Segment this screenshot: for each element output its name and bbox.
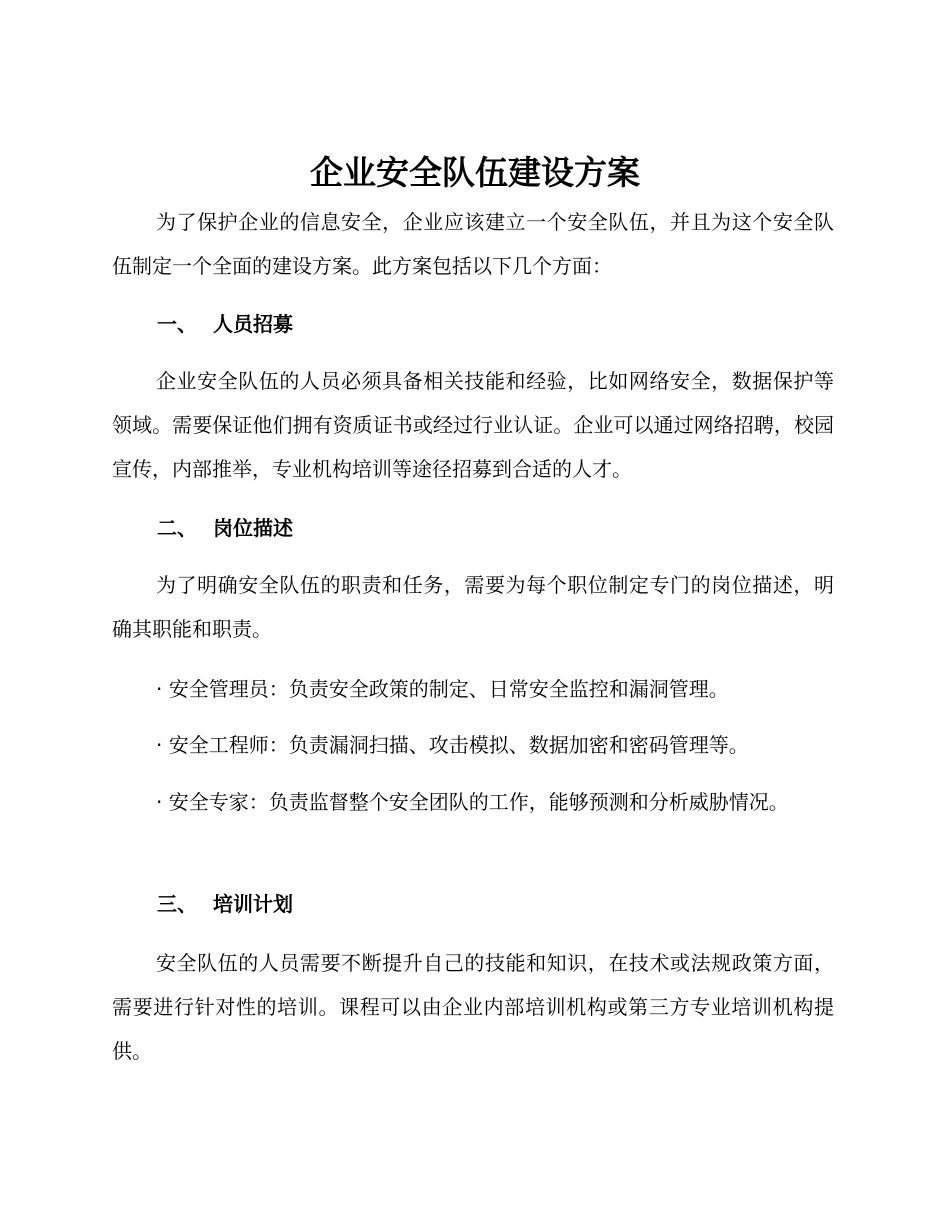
section-heading-training (157, 882, 293, 926)
recruitment-paragraph: 企业安全队伍的人员必须具备相关技能和经验，比如网络安全，数据保护等领域。需要保证他们拥有资质证书或经过行业认证。企业可以通过网络招聘，校园宣传，内部推举，专业机构培训等途径招募到合适的人才。 (112, 369, 834, 481)
section-number: 一、 (157, 312, 197, 336)
section-title: 人员招募 (213, 312, 293, 336)
section-title: 岗位描述 (213, 516, 293, 540)
section-title: 培训计划 (213, 892, 293, 916)
document-title: 企业安全队伍建设方案 (310, 153, 640, 192)
bullet-item-security-engineer: · 安全工程师：负责漏洞扫描、攻击模拟、数据加密和密码管理等。 (156, 733, 749, 757)
bullet-item-security-admin: · 安全管理员：负责安全政策的制定、日常安全监控和漏洞管理。 (156, 677, 729, 701)
job-description-paragraph: 为了明确安全队伍的职责和任务，需要为每个职位制定专门的岗位描述，明确其职能和职责。 (112, 573, 834, 641)
section-number: 三、 (157, 892, 197, 916)
training-paragraph: 安全队伍的人员需要不断提升自己的技能和知识，在技术或法规政策方面，需要进行针对性的培训。课程可以由企业内部培训机构或第三方专业培训机构提供。 (112, 951, 834, 1063)
bullet-item-security-expert: · 安全专家：负责监督整个安全团队的工作，能够预测和分析威胁情况。 (156, 790, 789, 814)
section-heading-job-description (157, 506, 293, 550)
section-heading-recruitment (157, 302, 293, 346)
intro-paragraph: 为了保护企业的信息安全，企业应该建立一个安全队伍，并且为这个安全队伍制定一个全面的建设方案。此方案包括以下几个方面： (112, 210, 834, 278)
section-number: 二、 (157, 516, 197, 540)
